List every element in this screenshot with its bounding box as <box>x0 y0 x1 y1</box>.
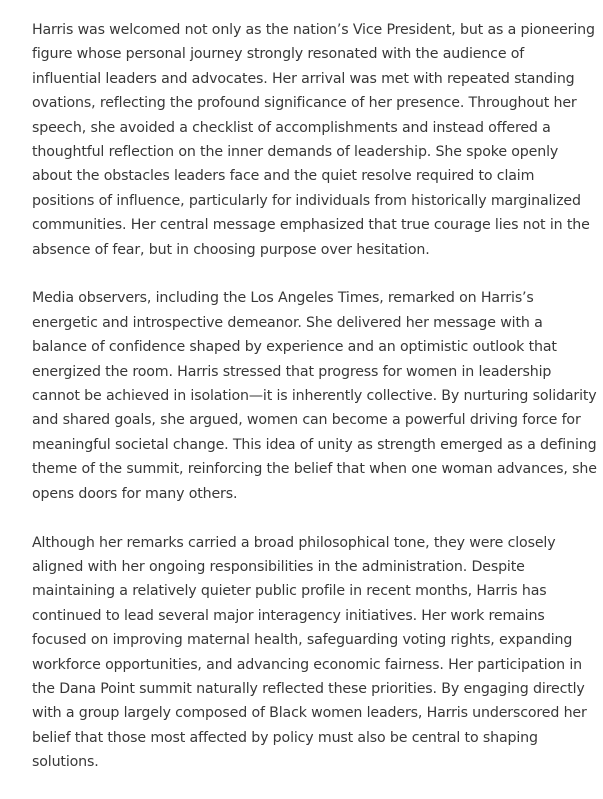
paragraph-line: ovations, reflecting the profound significance of her presence. Throughout her <box>32 95 577 112</box>
paragraph-line: energized the room. Harris stressed that progress for women in leadership <box>32 363 552 380</box>
paragraph-line: belief that those most affected by policy must also be central to shaping <box>32 729 538 746</box>
paragraph-line: and shared goals, she argued, women can become a powerful driving force for <box>32 412 581 429</box>
paragraph-line: thoughtful reflection on the inner demands of leadership. She spoke openly <box>32 144 559 161</box>
article-body <box>32 18 597 799</box>
paragraph-line: figure whose personal journey strongly resonated with the audience of <box>32 46 525 63</box>
article-paragraph <box>32 531 592 775</box>
paragraph-line: workforce opportunities, and advancing economic fairness. Her participation in <box>32 656 582 673</box>
paragraph-line: continued to lead several major interagency initiatives. Her work remains <box>32 607 545 624</box>
paragraph-line: influential leaders and advocates. Her arrival was met with repeated standing <box>32 70 575 87</box>
paragraph-line: with a group largely composed of Black women leaders, Harris underscored her <box>32 705 587 722</box>
paragraph-line: maintaining a relatively quieter public profile in recent months, Harris has <box>32 583 547 600</box>
paragraph-line: Media observers, including the Los Angeles Times, remarked on Harris’s <box>32 290 534 307</box>
paragraph-line: Although her remarks carried a broad philosophical tone, they were closely <box>32 534 556 551</box>
paragraph-line: meaningful societal change. This idea of unity as strength emerged as a defining <box>32 436 597 453</box>
paragraph-line: balance of confidence shaped by experience and an optimistic outlook that <box>32 339 557 356</box>
paragraph-line: focused on improving maternal health, safeguarding voting rights, expanding <box>32 632 573 649</box>
paragraph-line: energetic and introspective demeanor. She delivered her message with a <box>32 314 543 331</box>
paragraph-line: Harris was welcomed not only as the nation’s Vice President, but as a pioneering <box>32 22 595 38</box>
article-paragraph <box>32 18 595 262</box>
paragraph-line: solutions. <box>32 754 99 771</box>
article-paragraph <box>32 286 597 506</box>
paragraph-line: opens doors for many others. <box>32 485 238 502</box>
paragraph-line: about the obstacles leaders face and the quiet resolve required to claim <box>32 168 535 185</box>
paragraph-line: cannot be achieved in isolation—it is inherently collective. By nurturing solidarity <box>32 388 597 405</box>
paragraph-line: speech, she avoided a checklist of accomplishments and instead offered a <box>32 119 551 136</box>
paragraph-line: communities. Her central message emphasized that true courage lies not in the <box>32 217 590 234</box>
paragraph-line: positions of influence, particularly for individuals from historically marginalized <box>32 192 581 209</box>
paragraph-line: aligned with her ongoing responsibilities in the administration. Despite <box>32 558 525 575</box>
paragraph-line: absence of fear, but in choosing purpose over hesitation. <box>32 241 430 258</box>
paragraph-line: theme of the summit, reinforcing the belief that when one woman advances, she <box>32 461 597 478</box>
paragraph-line: the Dana Point summit naturally reflected these priorities. By engaging directly <box>32 680 585 697</box>
